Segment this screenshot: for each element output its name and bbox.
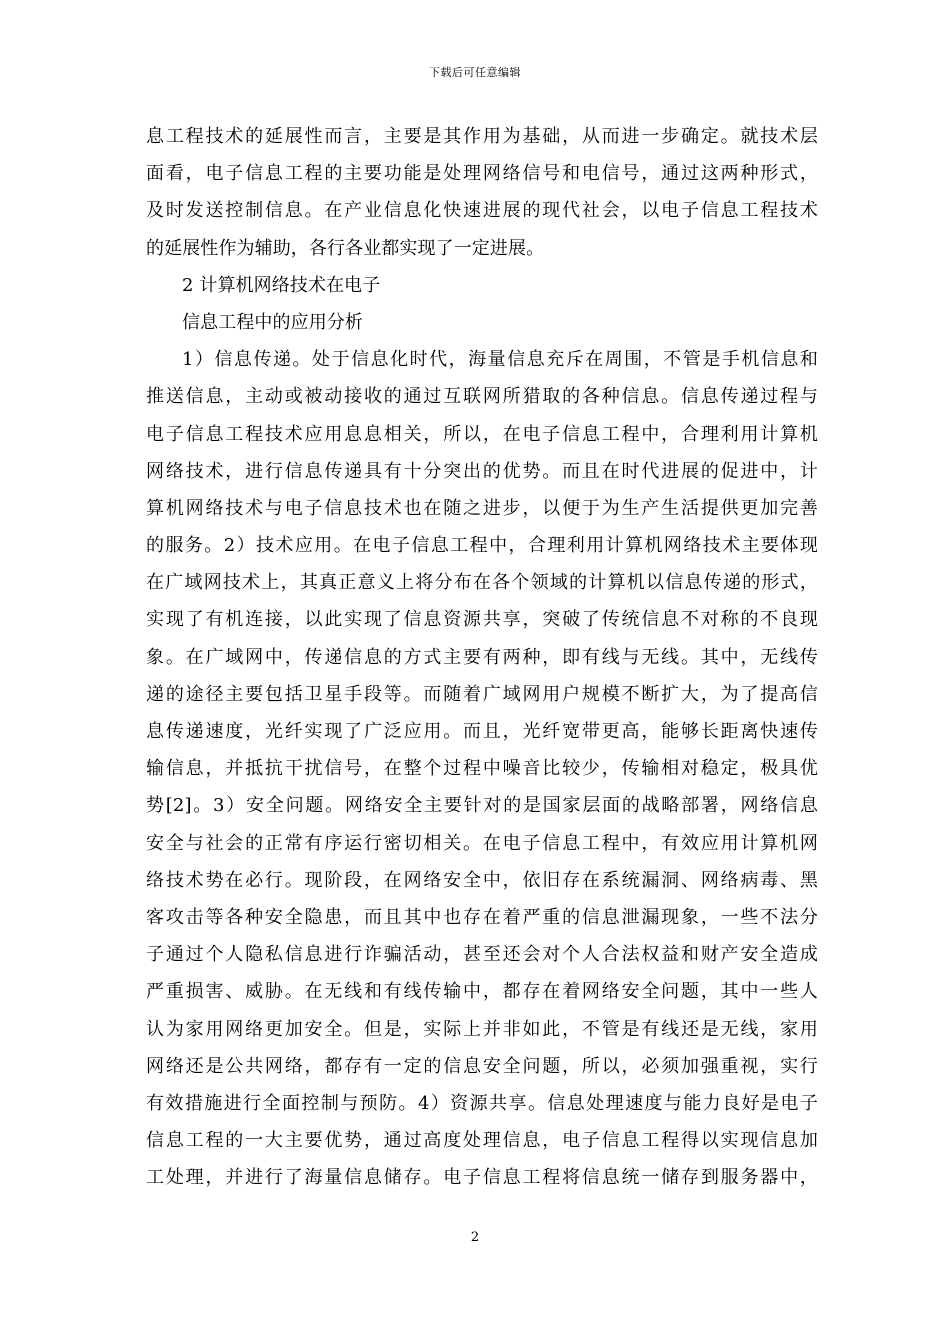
section-heading-line-1: 2 计算机网络技术在电子 [182,274,381,296]
text-line: 息传递速度，光纤实现了广泛应用。而且，光纤宽带更高，能够长距离快速传 [146,721,818,742]
text-line: 工处理，并进行了海量信息储存。电子信息工程将信息统一储存到服务器中， [146,1167,818,1189]
text-line: 及时发送控制信息。在产业信息化快速进展的现代社会，以电子信息工程技术 [146,200,818,222]
text-line: 实现了有机连接，以此实现了信息资源共享，突破了传统信息不对称的不良现 [146,609,818,631]
text-line: 络技术势在必行。现阶段，在网络安全中，依旧存在系统漏洞、网络病毒、黑 [146,869,818,891]
text-line: 息工程技术的延展性而言，主要是其作用为基础，从而进一步确定。就技术层 [146,126,818,147]
text-line: 电子信息工程技术应用息息相关，所以，在电子信息工程中，合理利用计算机 [146,423,818,445]
text-line: 子通过个人隐私信息进行诈骗活动，甚至还会对个人合法权益和财产安全造成 [146,944,818,966]
text-line: 严重损害、威胁。在无线和有线传输中，都存在着网络安全问题，其中一些人 [146,981,818,1003]
text-line: 势[2]。3）安全问题。网络安全主要针对的是国家层面的战略部署，网络信息 [146,795,818,817]
text-line: 客攻击等各种安全隐患，而且其中也存在着严重的信息泄漏现象，一些不法分 [146,906,818,928]
text-line: 象。在广域网中，传递信息的方式主要有两种，即有线与无线。其中，无线传 [146,646,818,668]
text-line: 1）信息传递。处于信息化时代，海量信息充斥在周围，不管是手机信息和 [182,349,818,371]
text-line: 的延展性作为辅助，各行各业都实现了一定进展。 [146,237,545,259]
text-line: 安全与社会的正常有序运行密切相关。在电子信息工程中，有效应用计算机网 [146,832,818,854]
text-line: 在广域网技术上，其真正意义上将分布在各个领域的计算机以信息传递的形式， [146,572,818,594]
text-line: 网络技术，进行信息传递具有十分突出的优势。而且在时代进展的促进中，计 [146,460,818,482]
text-line: 递的途径主要包括卫星手段等。而随着广域网用户规模不断扩大，为了提高信 [146,683,818,705]
text-line: 有效措施进行全面控制与预防。4）资源共享。信息处理速度与能力良好是电子 [146,1092,818,1114]
text-line: 信息工程的一大主要优势，通过高度处理信息，电子信息工程得以实现信息加 [146,1130,818,1152]
text-line: 面看，电子信息工程的主要功能是处理网络信号和电信号，通过这两种形式， [146,163,818,185]
text-line: 的服务。2）技术应用。在电子信息工程中，合理利用计算机网络技术主要体现 [146,535,818,557]
text-line: 推送信息，主动或被动接收的通过互联网所猎取的各种信息。信息传递过程与 [146,386,818,408]
text-line: 输信息，并抵抗干扰信号，在整个过程中噪音比较少，传输相对稳定，极具优 [146,758,818,780]
page-header: 下载后可任意编辑 [429,66,521,79]
section-heading-line-2: 信息工程中的应用分析 [182,311,363,333]
page-number: 2 [470,1230,480,1245]
text-line: 认为家用网络更加安全。但是，实际上并非如此，不管是有线还是无线，家用 [146,1018,818,1040]
text-line: 算机网络技术与电子信息技术也在随之进步，以便于为生产生活提供更加完善 [146,497,818,519]
document-body [146,118,818,1196]
text-line: 网络还是公共网络，都存有一定的信息安全问题，所以，必须加强重视，实行 [146,1055,818,1077]
